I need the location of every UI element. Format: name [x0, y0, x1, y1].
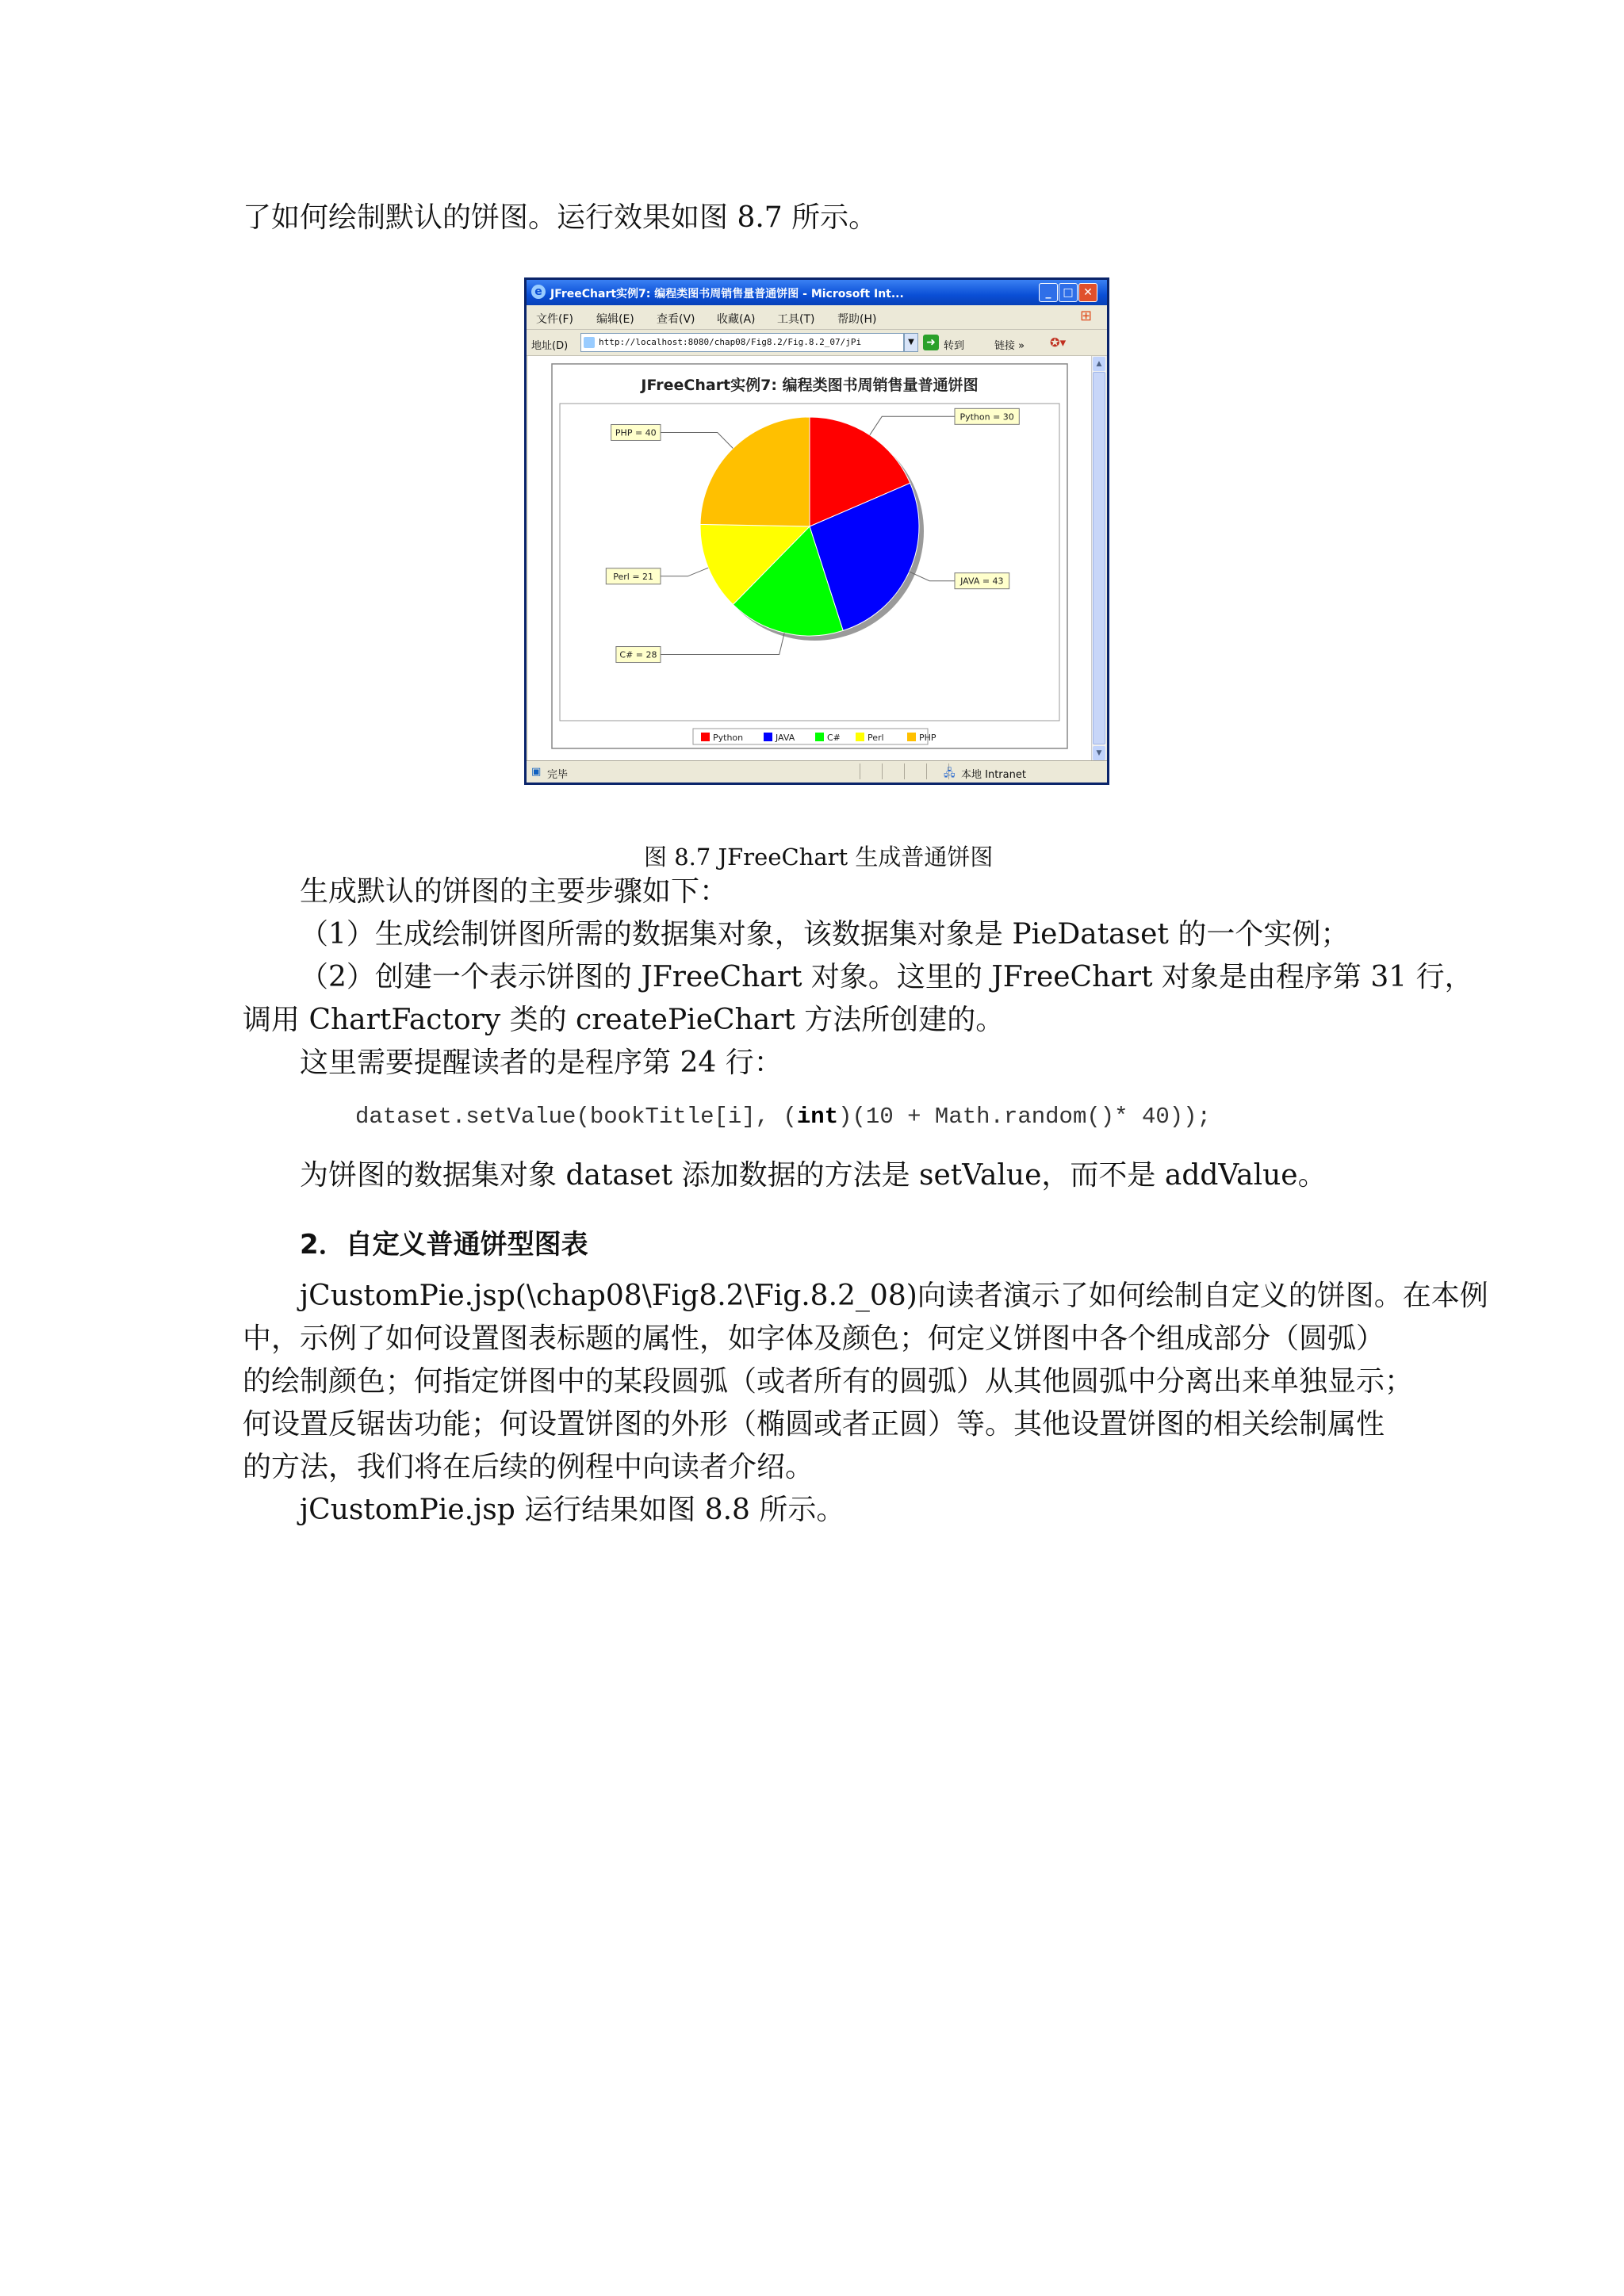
code-keyword: int: [796, 1104, 839, 1130]
legend-swatch-0: [701, 733, 710, 741]
minimize-button[interactable]: _: [1039, 283, 1058, 302]
links-button[interactable]: 链接 »: [994, 340, 1025, 352]
section-line-4: 何设置反锯齿功能；何设置饼图的外形（椭圆或者正圆）等。其他设置饼图的相关绘制属性: [243, 1408, 1385, 1441]
slice-label-3: Perl = 21: [613, 571, 654, 582]
slice-label-1: JAVA = 43: [960, 576, 1004, 587]
intro-text: 了如何绘制默认的饼图。运行效果如图 8.7 所示。: [243, 201, 878, 234]
menu-file[interactable]: 文件(F): [536, 313, 573, 326]
pie-chart: [528, 356, 1091, 761]
section-heading: 2．自定义普通饼型图表: [300, 1229, 588, 1261]
address-input[interactable]: [580, 333, 904, 352]
menu-view[interactable]: 查看(V): [657, 313, 695, 326]
windows-logo-icon: ⊞: [1080, 308, 1093, 324]
status-bar: [527, 760, 1107, 783]
zone-text: 本地 Intranet: [961, 769, 1026, 781]
paragraph-4: 这里需要提醒读者的是程序第 24 行：: [300, 1047, 783, 1079]
scroll-thumb[interactable]: [1093, 372, 1105, 744]
go-arrow-icon[interactable]: ➜: [923, 335, 939, 350]
scroll-down-icon[interactable]: ▼: [1093, 746, 1105, 760]
status-text: 完毕: [547, 769, 569, 781]
legend-swatch-2: [815, 733, 824, 741]
address-text: http://localhost:8080/chap08/Fig8.2/Fig.8.2_07/jPi: [599, 337, 862, 347]
chart-title: JFreeChart实例7: 编程类图书周销售量普通饼图: [641, 377, 979, 394]
address-dropdown-icon[interactable]: ▼: [904, 333, 918, 352]
slice-label-0: Python = 30: [959, 411, 1014, 423]
maximize-button[interactable]: □: [1059, 283, 1078, 302]
paragraph-1: 生成默认的饼图的主要步骤如下：: [300, 875, 729, 908]
legend-label-2: C#: [827, 733, 841, 743]
ie-icon: e: [531, 285, 546, 299]
legend-label-1: JAVA: [776, 733, 795, 743]
page-icon: [584, 337, 595, 348]
legend-swatch-1: [764, 733, 772, 741]
figure-caption: 图 8.7 JFreeChart 生成普通饼图: [644, 844, 994, 871]
menu-help[interactable]: 帮助(H): [837, 313, 877, 326]
address-label: 地址(D): [531, 340, 569, 352]
legend-swatch-4: [907, 733, 916, 741]
address-bar: [527, 330, 1107, 356]
legend-label-3: Perl: [868, 733, 884, 743]
paragraph-2: （1）生成绘制饼图所需的数据集对象，该数据集对象是 PieDataset 的一个实例；: [300, 918, 1350, 951]
browser-window: [524, 277, 1109, 785]
legend-label-0: Python: [713, 733, 744, 743]
last-line: jCustomPie.jsp 运行结果如图 8.8 所示。: [300, 1494, 845, 1526]
paragraph-3b: 调用 ChartFactory 类的 createPieChart 方法所创建的。: [243, 1004, 1005, 1036]
section-line-3: 的绘制颜色；何指定饼图中的某段圆弧（或者所有的圆弧）从其他圆弧中分离出来单独显示；: [243, 1365, 1414, 1398]
code-line: dataset.setValue(bookTitle[i], (int)(10 + Math.random()* 40));: [355, 1104, 1211, 1130]
slice-label-2: C# = 28: [619, 649, 657, 660]
paragraph-3a: （2）创建一个表示饼图的 JFreeChart 对象。这里的 JFreeChart 对象是由程序第 31 行，: [300, 961, 1473, 993]
scroll-up-icon[interactable]: ▲: [1093, 357, 1105, 371]
vertical-scrollbar[interactable]: [1091, 356, 1106, 761]
page-content: [528, 356, 1091, 761]
window-title: JFreeChart实例7: 编程类图书周销售量普通饼图 - Microsoft Int...: [550, 288, 904, 300]
section-line-5: 的方法，我们将在后续的例程中向读者介绍。: [243, 1451, 814, 1483]
status-page-icon: ▣: [531, 766, 542, 778]
menu-bar: [527, 305, 1107, 330]
go-button[interactable]: 转到: [944, 340, 965, 352]
title-bar: [527, 280, 1107, 305]
toolbar-extra-icon[interactable]: ✪▾: [1050, 335, 1067, 350]
menu-favorites[interactable]: 收藏(A): [717, 313, 756, 326]
paragraph-5: 为饼图的数据集对象 dataset 添加数据的方法是 setValue，而不是 addValue。: [300, 1159, 1327, 1192]
legend-label-4: PHP: [919, 733, 936, 743]
section-line-2: 中，示例了如何设置图表标题的属性，如字体及颜色；何定义饼图中各个组成部分（圆弧）: [243, 1322, 1385, 1355]
legend-swatch-3: [856, 733, 864, 741]
section-line-1: jCustomPie.jsp(\chap08\Fig8.2\Fig.8.2_08)向读者演示了如何绘制自定义的饼图。在本例: [300, 1280, 1488, 1312]
menu-tools[interactable]: 工具(T): [777, 313, 815, 326]
slice-label-4: PHP = 40: [615, 427, 657, 438]
close-button[interactable]: ✕: [1078, 283, 1097, 302]
menu-edit[interactable]: 编辑(E): [596, 313, 634, 326]
intranet-icon: 🖧: [944, 767, 956, 779]
